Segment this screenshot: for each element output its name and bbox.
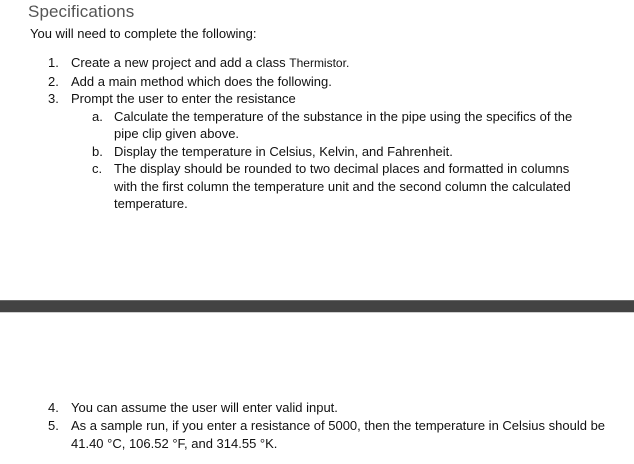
page-heading: Specifications (28, 2, 135, 21)
step-text (71, 54, 608, 73)
step-4 (48, 399, 608, 417)
step-text: Prompt the user to enter the resistance (71, 91, 296, 106)
step-2 (48, 73, 608, 91)
step-number: 2. (48, 73, 59, 89)
steps-list-bottom (48, 399, 608, 453)
step-3 (48, 90, 608, 108)
step-1 (48, 54, 608, 73)
step-text: Add a main method which does the following. (71, 73, 332, 89)
step-number: 4. (48, 400, 59, 415)
substep-letter: a. (92, 108, 103, 124)
step-number: 1. (48, 55, 59, 70)
substep-text: The display should be rounded to two decimal places and formatted in columns with the first column the temperature unit and the second column the calculated temperature. (114, 161, 571, 211)
step-text: As a sample run, if you enter a resistance of 5000, then the temperature in Celsius should be 41.40 °C, 106.52 °F, and 314.55 °K. (71, 418, 606, 451)
substep-letter: b. (92, 143, 103, 159)
substep-c (92, 160, 608, 213)
substep-b (92, 143, 608, 161)
substep-text: Display the temperature in Celsius, Kelvin, and Fahrenheit. (114, 143, 453, 159)
step-number: 3. (48, 91, 59, 106)
page-divider (0, 300, 634, 313)
substep-text: Calculate the temperature of the substance in the pipe using the specifics of the pipe clip given above. (114, 108, 573, 141)
step-5 (48, 417, 608, 453)
step-number: 5. (48, 418, 59, 433)
steps-list-top (48, 54, 608, 213)
substep-letter: c. (92, 161, 103, 176)
step-text: You can assume the user will enter valid input. (71, 400, 338, 415)
step-text-main: Create a new project and add a class (71, 55, 286, 70)
class-name: Thermistor. (289, 56, 350, 70)
substep-a (92, 108, 608, 143)
intro-text: You will need to complete the following: (30, 26, 257, 41)
